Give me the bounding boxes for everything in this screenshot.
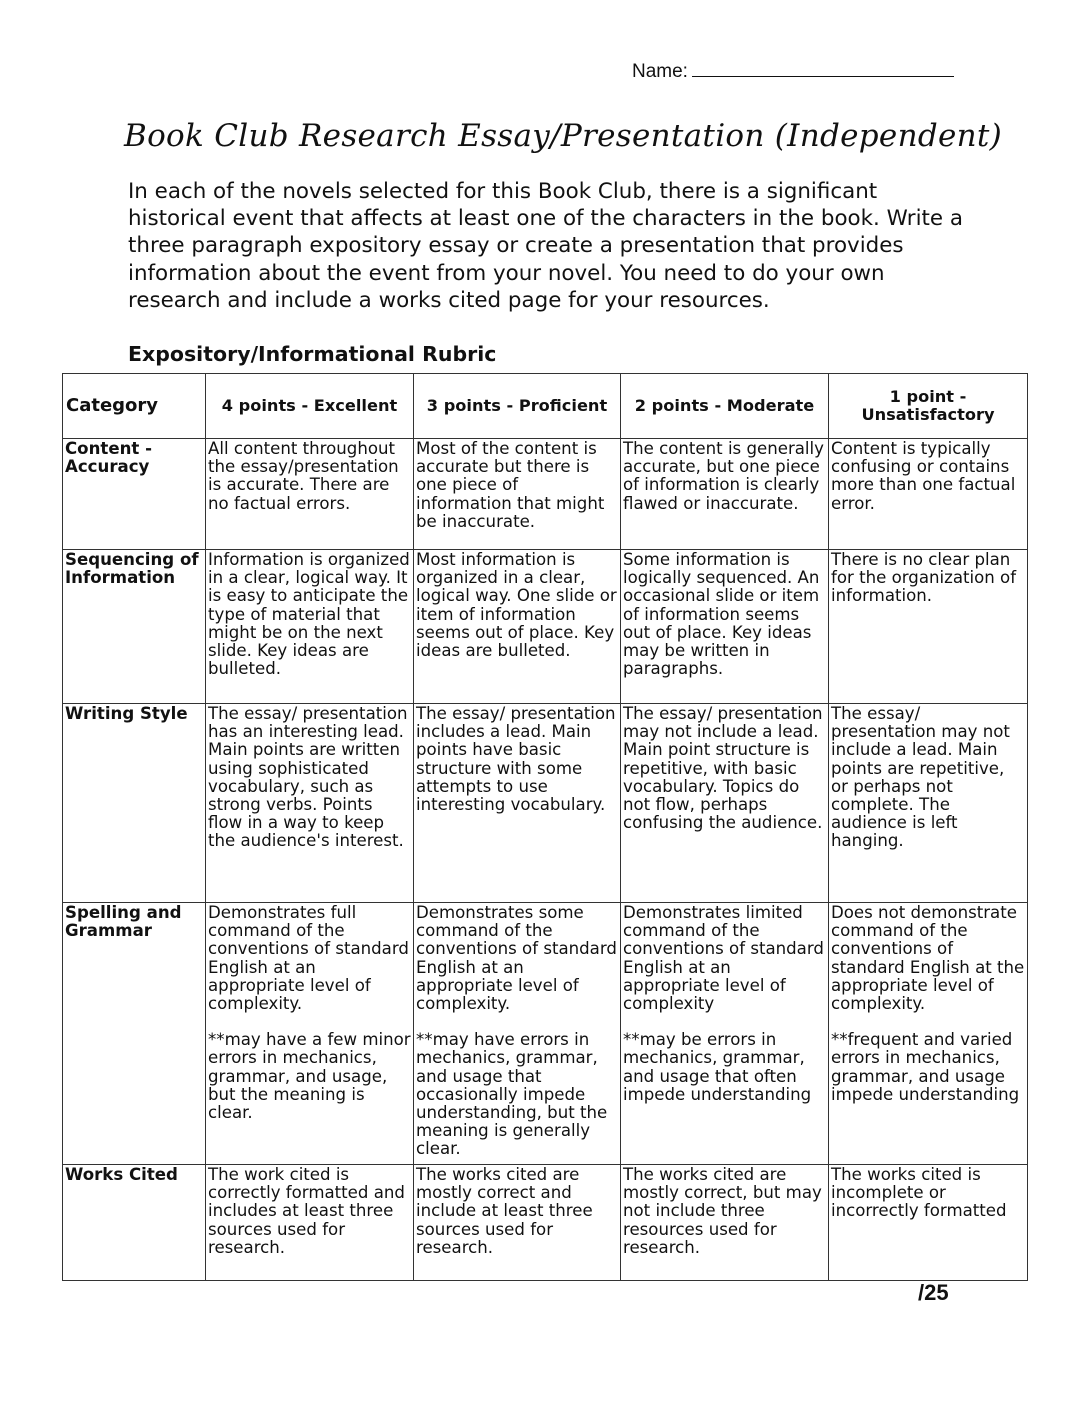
row-category: Content - Accuracy xyxy=(63,439,206,550)
total-score: /25 xyxy=(918,1280,949,1305)
rubric-cell xyxy=(829,1165,1028,1281)
rubric-cell xyxy=(621,439,829,550)
rubric-cell xyxy=(206,1165,414,1281)
rubric-cell xyxy=(414,704,621,903)
rubric-cell xyxy=(206,903,414,1165)
row-category: Sequencing of Information xyxy=(63,550,206,704)
row-category: Works Cited xyxy=(63,1165,206,1281)
cell-text: Most of the content is accurate but there is one piece of information that might be inaccurate. xyxy=(416,439,605,531)
rubric-cell xyxy=(829,439,1028,550)
rubric-title: Expository/Informational Rubric xyxy=(128,342,497,366)
cell-text: **may be errors in mechanics, grammar, and usage that often impede understanding xyxy=(623,1030,812,1104)
header-1-point: 1 point - Unsatisfactory xyxy=(829,374,1028,439)
name-field xyxy=(632,60,954,83)
rubric-cell xyxy=(829,550,1028,704)
cell-text: The work cited is correctly formatted and includes at least three sources used for research. xyxy=(208,1165,405,1257)
header-2-points: 2 points - Moderate xyxy=(621,374,829,439)
cell-text: The essay/ presentation may not include a lead. Main point structure is repetitive, with basic vocabulary. Topics do not flow, perhaps confusing the audience. xyxy=(623,704,823,833)
rubric-cell xyxy=(621,550,829,704)
cell-text: The content is generally accurate, but one piece of information is clearly flawed or inaccurate. xyxy=(623,439,824,513)
cell-text: Some information is logically sequenced. An occasional slide or item of information seems out of place. Key ideas may be written in paragraphs. xyxy=(623,550,820,679)
cell-text: The essay/ presentation includes a lead. Main points have basic structure with some attempts to use interesting vocabulary. xyxy=(416,704,616,815)
cell-text: The essay/ presentation may not include a lead. Main points are repetitive, or perhaps not complete. The audience is left hanging. xyxy=(831,704,1010,851)
cell-text: **may have errors in mechanics, grammar, and usage that occasionally impede understanding, but the meaning is generally clear. xyxy=(416,1030,608,1159)
row-category: Writing Style xyxy=(63,704,206,903)
rubric-body xyxy=(63,439,1028,1281)
rubric-cell xyxy=(414,1165,621,1281)
cell-text: The essay/ presentation has an interesting lead. Main points are written using sophisticated vocabulary, such as strong verbs. Points flow in a way to keep the audience's interest. xyxy=(208,704,408,851)
header-3-points: 3 points - Proficient xyxy=(414,374,621,439)
rubric-cell xyxy=(414,903,621,1165)
cell-text: Demonstrates full command of the conventions of standard English at an appropriate level of complexity. xyxy=(208,903,409,1014)
cell-text: Information is organized in a clear, logical way. It is easy to anticipate the type of material that might be on the next slide. Key ideas are bulleted. xyxy=(208,550,410,679)
header-4-points: 4 points - Excellent xyxy=(206,374,414,439)
table-row xyxy=(63,439,1028,550)
table-row xyxy=(63,1165,1028,1281)
row-category: Spelling and Grammar xyxy=(63,903,206,1165)
cell-text: **frequent and varied errors in mechanics, grammar, and usage impede understanding xyxy=(831,1030,1020,1104)
cell-text: The works cited are mostly correct, but may not include three resources used for research. xyxy=(623,1165,822,1257)
rubric-cell xyxy=(621,704,829,903)
rubric-cell xyxy=(414,439,621,550)
rubric-cell xyxy=(829,903,1028,1165)
rubric-cell xyxy=(206,704,414,903)
cell-text: The works cited is incomplete or incorrectly formatted xyxy=(831,1165,1007,1221)
cell-text: **may have a few minor errors in mechanics, grammar, and usage, but the meaning is clear. xyxy=(208,1030,411,1123)
rubric-cell xyxy=(206,439,414,550)
cell-text: There is no clear plan for the organization of information. xyxy=(831,550,1017,606)
cell-text: Does not demonstrate command of the conventions of standard English at the appropriate level of complexity. xyxy=(831,903,1025,1014)
cell-text: Content is typically confusing or contains more than one factual error. xyxy=(831,439,1016,513)
rubric-cell xyxy=(621,903,829,1165)
rubric-header-row xyxy=(63,374,1028,439)
name-label: Name: xyxy=(632,61,688,82)
rubric-cell xyxy=(206,550,414,704)
table-row xyxy=(63,550,1028,704)
page-title: Book Club Research Essay/Presentation (Independent) xyxy=(124,118,1003,154)
cell-text: All content throughout the essay/presentation is accurate. There are no factual errors. xyxy=(208,439,399,513)
rubric-table xyxy=(62,373,1028,1281)
cell-text: Most information is organized in a clear, logical way. One slide or item of information seems out of place. Key ideas are bulleted. xyxy=(416,550,617,661)
header-category: Category xyxy=(63,374,206,439)
intro-paragraph: In each of the novels selected for this Book Club, there is a significant historical event that affects at least one of the characters in the book. Write a three paragraph expository essay or create a presentation that provides information about the event from your novel. You need to do your own research and include a works cited page for your resources. xyxy=(128,179,963,313)
cell-text: The works cited are mostly correct and include at least three sources used for research. xyxy=(416,1165,593,1257)
table-row xyxy=(63,903,1028,1165)
rubric-cell xyxy=(829,704,1028,903)
cell-text: Demonstrates limited command of the conventions of standard English at an appropriate level of complexity xyxy=(623,903,824,1014)
rubric-cell xyxy=(621,1165,829,1281)
cell-text: Demonstrates some command of the conventions of standard English at an appropriate level of complexity. xyxy=(416,903,617,1014)
name-blank-line[interactable] xyxy=(692,60,954,77)
table-row xyxy=(63,704,1028,903)
rubric-cell xyxy=(414,550,621,704)
